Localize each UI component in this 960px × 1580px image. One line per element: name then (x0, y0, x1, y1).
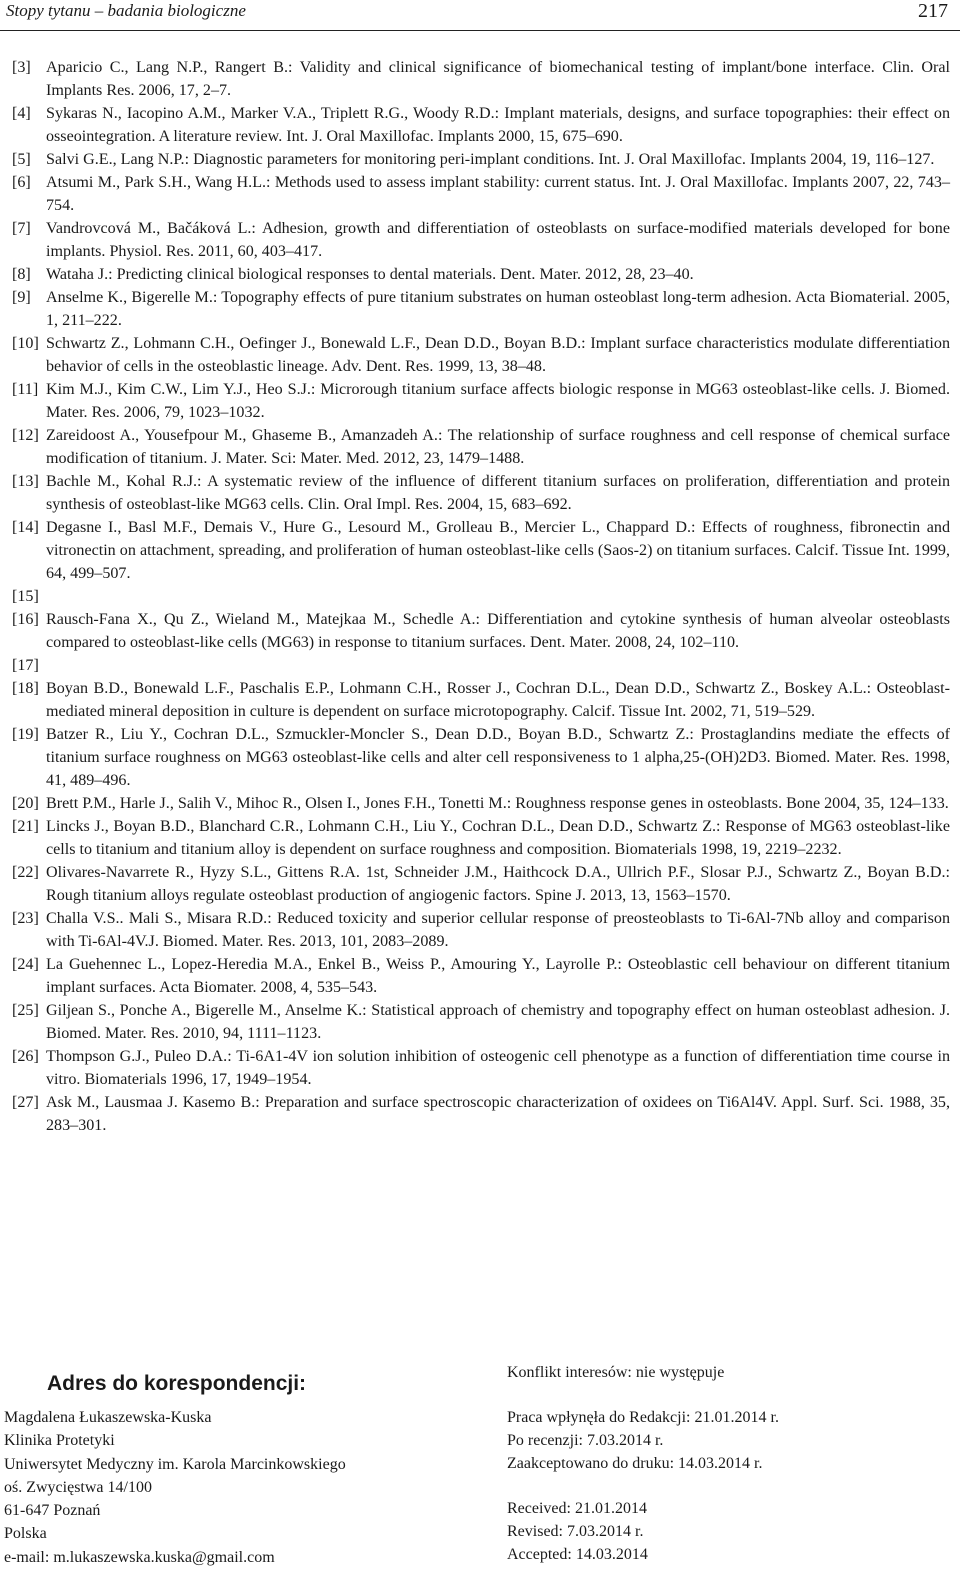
conflict-of-interest: Konflikt interesów: nie występuje (507, 1364, 725, 1381)
reference-number: [12] (12, 427, 39, 444)
reference-item (12, 286, 950, 332)
reference-item (12, 56, 950, 102)
reference-number: [16] (12, 611, 39, 628)
reference-item (12, 102, 950, 148)
page-number: 217 (918, 0, 948, 22)
reference-text: Olivares-Navarrete R., Hyzy S.L., Gittens R.A. 1st, Schneider J.M., Haithcock D.A., Ullrich P.F., Slosar P.J., Schwartz Z., Boyan B.D.: Rough titanium alloys regulate osteoblast production of angiogenic factors. Spine J. 2013, 13, 1563–1570. (46, 864, 950, 904)
accepted-date-pl: Zaakceptowano do druku: 14.03.2014 r. (507, 1455, 763, 1472)
reference-number: [11] (12, 381, 39, 398)
reference-number: [26] (12, 1048, 39, 1065)
reference-text: Lincks J., Boyan B.D., Blanchard C.R., Lohmann C.H., Liu Y., Cochran D.L., Dean D.D., Schwartz Z.: Response of MG63 osteoblast-like cells to titanium and titanium alloy is dependent on surface roughness and composition. Biomaterials 1998, 19, 2219–2232. (46, 818, 950, 858)
reference-item (12, 654, 950, 677)
reference-number: [7] (12, 220, 31, 237)
reference-text: Brett P.M., Harle J., Salih V., Mihoc R., Olsen I., Jones F.H., Tonetti M.: Roughness response genes in osteoblasts. Bone 2004, 35, 124–133. (46, 795, 949, 812)
reference-text: Salvi G.E., Lang N.P.: Diagnostic parameters for monitoring peri-implant conditions. Int. J. Oral Maxillofac. Implants 2004, 19, 116–127. (46, 151, 935, 168)
reference-text: Thompson G.J., Puleo D.A.: Ti-6A1-4V ion solution inhibition of osteogenic cell phenotype as a function of differentiation time course in vitro. Biomaterials 1996, 17, 1949–1954. (46, 1048, 950, 1088)
reference-item (12, 999, 950, 1045)
street-address: oś. Zwycięstwa 14/100 (4, 1478, 152, 1496)
reference-text: Schwartz Z., Lohmann C.H., Oefinger J., Bonewald L.F., Dean D.D., Boyan B.D.: Implant surface characteristics modulate differentiation behavior of cells in the osteoblastic lineage. Adv. Dent. Res. 1999, 13, 38–48. (46, 335, 950, 375)
reference-text: Sykaras N., Iacopino A.M., Marker V.A., Triplett R.G., Woody R.D.: Implant materials, designs, and surface topographies: their effect on osseointegration. A literature review. Int. J. Oral Maxillofac. Implants 2000, 15, 675–690. (46, 105, 950, 145)
country: Polska (4, 1525, 47, 1543)
reference-item (12, 470, 950, 516)
reference-number: [25] (12, 1002, 39, 1019)
reference-number: [24] (12, 956, 39, 973)
email: e-mail: m.lukaszewska.kuska@gmail.com (4, 1548, 275, 1566)
reference-item (12, 1045, 950, 1091)
reference-text: Batzer R., Liu Y., Cochran D.L., Szmuckler-Moncler S., Dean D.D., Boyan B.D., Schwartz Z.: Prostaglandins mediate the effects of titanium surface roughness on MG63 osteoblast-like cells and alter cell responsiveness to 1 alpha,25-(OH)2D3. Biomed. Mater. Res. 1998, 41, 489–496. (46, 726, 950, 789)
reference-number: [27] (12, 1094, 39, 1111)
reference-text (46, 654, 950, 677)
reference-number: [10] (12, 335, 39, 352)
reference-item (12, 332, 950, 378)
reference-item (12, 148, 950, 171)
reference-number: [18] (12, 680, 39, 697)
running-header (0, 0, 960, 31)
reference-text (46, 585, 950, 608)
reference-item (12, 378, 950, 424)
reference-text: Anselme K., Bigerelle M.: Topography effects of pure titanium substrates on human osteoblast long-term adhesion. Acta Biomaterial. 2005, 1, 211–222. (46, 289, 950, 329)
running-title: Stopy tytanu – badania biologiczne (6, 1, 246, 20)
reference-text: Kim M.J., Kim C.W., Lim Y.J., Heo S.J.: Microrough titanium surface affects biologic response in MG63 osteoblast-like cells. J. Biomed. Mater. Res. 2006, 79, 1023–1032. (46, 381, 950, 421)
reference-number: [22] (12, 864, 39, 881)
reference-number: [8] (12, 266, 31, 283)
reference-item (12, 792, 950, 815)
reference-text: Ask M., Lausmaa J. Kasemo B.: Preparation and surface spectroscopic characterization of oxidees on Ti6Al4V. Appl. Surf. Sci. 1988, 35, 283–301. (46, 1094, 950, 1134)
reference-list (12, 56, 950, 1137)
reference-item (12, 424, 950, 470)
reference-item (12, 516, 950, 585)
reference-number: [21] (12, 818, 39, 835)
reference-number: [5] (12, 151, 31, 168)
reference-item (12, 815, 950, 861)
received-date-pl: Praca wpłynęła do Redakcji: 21.01.2014 r. (507, 1409, 779, 1426)
reference-number: [20] (12, 795, 39, 812)
reference-item (12, 953, 950, 999)
reference-number: [13] (12, 473, 39, 490)
reference-text: Wataha J.: Predicting clinical biological responses to dental materials. Dent. Mater. 2012, 28, 23–40. (46, 266, 694, 283)
reference-number: [17] (12, 657, 39, 674)
reference-number: [9] (12, 289, 31, 306)
reference-number: [6] (12, 174, 31, 191)
reference-item (12, 723, 950, 792)
reference-text: Vandrovcová M., Bačáková L.: Adhesion, growth and differentiation of osteoblasts on surface-modified materials developed for bone implants. Physiol. Res. 2011, 60, 403–417. (46, 220, 950, 260)
reference-text: Bachle M., Kohal R.J.: A systematic review of the influence of different titanium surfaces on proliferation, differentiation and protein synthesis of osteoblast-like MG63 cells. Clin. Oral Impl. Res. 2004, 15, 683–692. (46, 473, 950, 513)
author-name: Magdalena Łukaszewska-Kuska (4, 1409, 212, 1426)
received-date-en: Received: 21.01.2014 (507, 1500, 647, 1517)
reference-text: Giljean S., Ponche A., Bigerelle M., Anselme K.: Statistical approach of chemistry and topography effect on human osteoblast adhesion. J. Biomed. Mater. Res. 2010, 94, 1111–1123. (46, 1002, 950, 1042)
reference-item (12, 263, 950, 286)
reference-item (12, 585, 950, 608)
reference-number: [15] (12, 588, 39, 605)
reference-item (12, 217, 950, 263)
correspondence-title: Adres do korespondencji: (47, 1372, 307, 1395)
reference-number: [23] (12, 910, 39, 927)
reference-item (12, 171, 950, 217)
reference-text: Challa V.S.. Mali S., Misara R.D.: Reduced toxicity and superior cellular response of preosteoblasts to Ti-6Al-7Nb alloy and comparison with Ti-6Al-4V.J. Biomed. Mater. Res. 2013, 101, 2083–2089. (46, 910, 950, 950)
reference-text: Zareidoost A., Yousefpour M., Ghaseme B., Amanzadeh A.: The relationship of surface roughness and cell response of chemical surface modification of titanium. J. Mater. Sci: Mater. Med. 2012, 23, 1479–1488. (46, 427, 950, 467)
reference-number: [3] (12, 59, 31, 76)
reference-number: [19] (12, 726, 39, 743)
reference-text: La Guehennec L., Lopez-Heredia M.A., Enkel B., Weiss P., Amouring Y., Layrolle P.: Osteoblastic cell behaviour on different titanium implant surfaces. Acta Biomater. 2008, 4, 535–543. (46, 956, 950, 996)
reference-item (12, 677, 950, 723)
postal-city: 61-647 Poznań (4, 1502, 101, 1520)
reference-item (12, 861, 950, 907)
reference-item (12, 608, 950, 654)
reference-text: Boyan B.D., Bonewald L.F., Paschalis E.P., Lohmann C.H., Rosser J., Cochran D.L., Dean D.D., Schwartz Z., Boskey A.L.: Osteoblast-mediated mineral deposition in culture is dependent on surface microtopography. Calcif. Tissue Int. 2002, 71, 519–529. (46, 680, 950, 720)
reference-text: Degasne I., Basl M.F., Demais V., Hure G., Lesourd M., Grolleau B., Mercier L., Chappard D.: Effects of roughness, fibronectin and vitronectin on attachment, spreading, and proliferation of human osteoblast-like cells (Saos-2) on titanium surfaces. Calcif. Tissue Int. 1999, 64, 499–507. (46, 519, 950, 582)
reference-item (12, 907, 950, 953)
reference-text: Rausch-Fana X., Qu Z., Wieland M., Matejkaa M., Schedle A.: Differentiation and cytokine synthesis of human alveolar osteoblasts compared to osteoblast-like cells (MG63) in response to titanium surfaces. Dent. Mater. 2008, 24, 102–110. (46, 611, 950, 651)
correspondence-block (4, 1372, 474, 1569)
department: Klinika Protetyki (4, 1432, 115, 1450)
revised-date-en: Revised: 7.03.2014 r. (507, 1523, 644, 1540)
reference-item (12, 1091, 950, 1137)
reference-number: [4] (12, 105, 31, 122)
university: Uniwersytet Medyczny im. Karola Marcinkowskiego (4, 1455, 346, 1473)
accepted-date-en: Accepted: 14.03.2014 (507, 1546, 648, 1563)
reference-text: Aparicio C., Lang N.P., Rangert B.: Validity and clinical significance of biomechanical testing of implant/bone interface. Clin. Oral Implants Res. 2006, 17, 2–7. (46, 59, 950, 99)
reference-text: Atsumi M., Park S.H., Wang H.L.: Methods used to assess implant stability: current status. Int. J. Oral Maxillofac. Implants 2007, 22, 743–754. (46, 174, 950, 214)
reference-number: [14] (12, 519, 39, 536)
editorial-info (507, 1361, 947, 1566)
revised-date-pl: Po recenzji: 7.03.2014 r. (507, 1432, 664, 1449)
